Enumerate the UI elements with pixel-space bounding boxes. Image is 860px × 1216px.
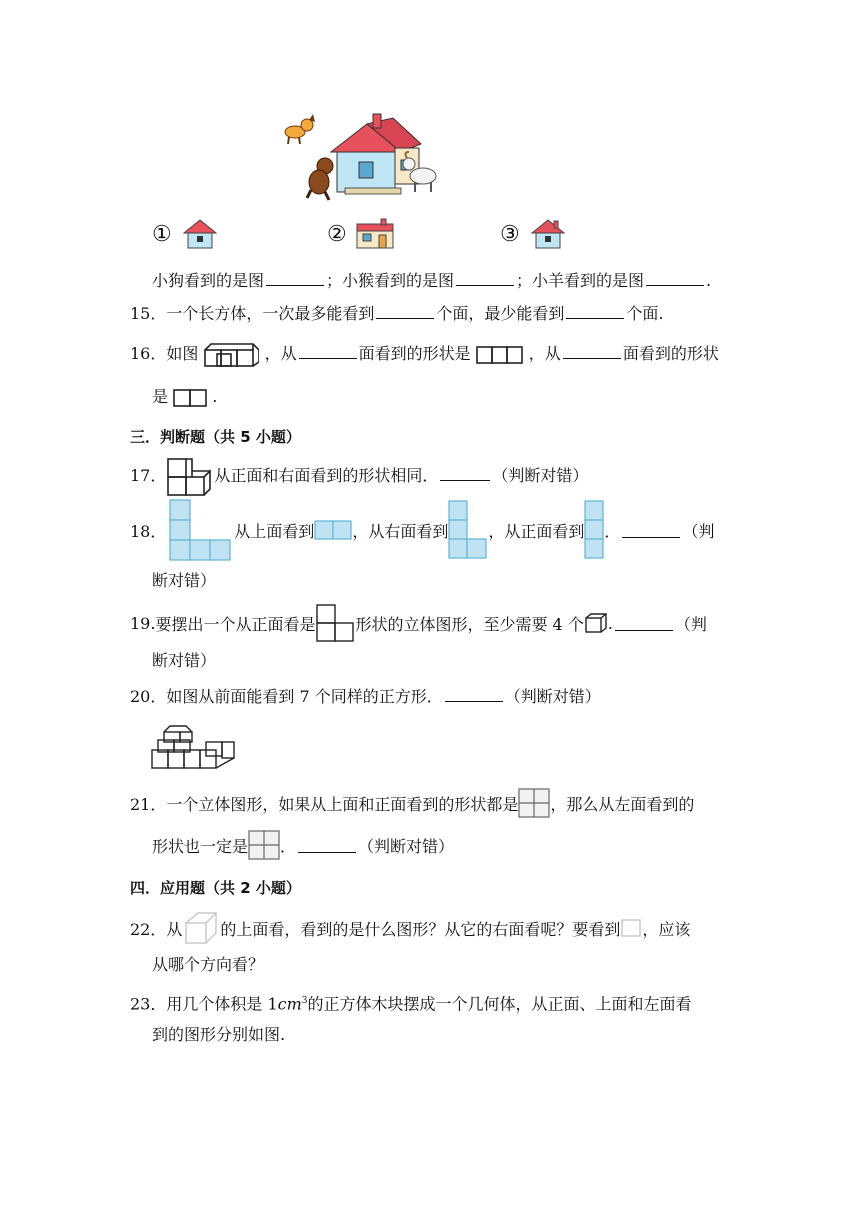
house-back-gable-icon bbox=[530, 218, 566, 250]
q17-number: 17． bbox=[130, 466, 167, 485]
option-1-label: ① bbox=[152, 221, 172, 247]
q21-grid-2x2-icon-2 bbox=[248, 830, 280, 860]
q19-text-a: 要摆出一个从正面看是 bbox=[155, 614, 316, 634]
q18-front-view-icon bbox=[584, 500, 604, 560]
q20-blank[interactable] bbox=[445, 687, 503, 702]
q14-blank-monkey[interactable] bbox=[456, 271, 514, 286]
q21-blank[interactable] bbox=[298, 838, 356, 853]
q20-text-a: 如图从前面能看到 7 个同样的正方形． bbox=[166, 687, 443, 706]
q15-blank-min[interactable] bbox=[566, 304, 624, 319]
dog-icon bbox=[285, 114, 315, 144]
q17-judge: （判断对错） bbox=[492, 466, 589, 485]
monkey-icon bbox=[307, 158, 333, 200]
q17-text-a: 从正面和右面看到的形状相同． bbox=[214, 466, 439, 485]
q15-blank-max[interactable] bbox=[376, 304, 434, 319]
q16-text-c: 面看到的形状是 bbox=[358, 344, 471, 363]
q14-end: . bbox=[706, 271, 712, 290]
q16-blank-2[interactable] bbox=[563, 344, 621, 359]
house-side-icon bbox=[355, 218, 395, 250]
q16-cube-stack-icon bbox=[203, 342, 259, 368]
q22-text-a: 从 bbox=[166, 919, 183, 939]
q18-blue-cube-figure-icon bbox=[168, 498, 232, 562]
q23-unit-sup: 3 bbox=[301, 996, 308, 1006]
q18-judge: （判 bbox=[682, 521, 715, 541]
two-squares-row-icon bbox=[173, 389, 207, 407]
q15-number: 15． bbox=[130, 304, 167, 323]
q16-text-b: ，从 bbox=[264, 344, 297, 363]
q16-blank-1[interactable] bbox=[299, 344, 357, 359]
q14-blank-goat[interactable] bbox=[646, 271, 704, 286]
option-2-label: ② bbox=[327, 221, 347, 247]
q19-blank[interactable] bbox=[615, 616, 673, 631]
house-front-gable-icon bbox=[182, 218, 218, 250]
q17-blank[interactable] bbox=[440, 466, 490, 481]
q22-cuboid-icon bbox=[182, 911, 220, 945]
q22-rectangle-icon bbox=[620, 918, 642, 938]
house-main-icon bbox=[331, 114, 421, 194]
q15-text-b: 个面，最少能看到 bbox=[436, 304, 565, 323]
q14-text-c: ；小羊看到的是图 bbox=[516, 271, 645, 290]
house-scene-illustration bbox=[275, 110, 445, 205]
q19-cube-icon bbox=[584, 612, 608, 634]
section-4-heading: 四．应用题（共 2 小题） bbox=[130, 879, 301, 897]
option-3 bbox=[500, 218, 566, 250]
q19-line bbox=[130, 602, 707, 644]
q14-text-b: ；小猴看到的是图 bbox=[326, 271, 455, 290]
q19-line-2: 断对错） bbox=[152, 651, 217, 670]
q21-text-a: 一个立体图形，如果从上面和正面看到的形状都是 bbox=[166, 794, 519, 814]
q15-line bbox=[130, 303, 664, 325]
q22-line bbox=[130, 910, 690, 946]
q15-text-c: 个面. bbox=[626, 304, 664, 323]
q22-text-c: ，应该 bbox=[642, 919, 691, 939]
q20-judge: （判断对错） bbox=[504, 687, 601, 706]
q23-text-b: 的正方体木块摆成一个几何体，从正面、上面和左面看 bbox=[307, 994, 692, 1014]
q19-text-b: 形状的立体图形，至少需要 4 个 bbox=[355, 614, 584, 634]
q21-line-2 bbox=[152, 830, 454, 860]
q16-text-a: 如图 bbox=[166, 344, 199, 363]
q23-number: 23． bbox=[130, 994, 167, 1014]
q23-line-2: 到的图形分别如图. bbox=[152, 1025, 286, 1044]
q21-text-c: 形状也一定是 bbox=[152, 836, 249, 856]
q19-number: 19. bbox=[130, 613, 156, 633]
q19-l-shape-view-icon bbox=[315, 603, 355, 643]
q14-text-a: 小狗看到的是图 bbox=[152, 271, 265, 290]
q19-text-c: . bbox=[607, 613, 613, 633]
option-1 bbox=[152, 218, 218, 250]
q22-number: 22． bbox=[130, 919, 167, 939]
q14-blank-dog[interactable] bbox=[266, 271, 324, 286]
q19-judge: （判 bbox=[674, 614, 707, 634]
q22-line-2: 从哪个方向看？ bbox=[152, 955, 265, 974]
q18-right-view-icon bbox=[448, 500, 488, 560]
q18-text-d: ． bbox=[604, 521, 621, 541]
q21-number: 21． bbox=[130, 794, 167, 814]
q18-text-c: ，从正面看到 bbox=[488, 521, 585, 541]
q18-blank[interactable] bbox=[622, 523, 680, 538]
q14-line bbox=[152, 270, 711, 292]
q15-text-a: 一个长方体，一次最多能看到 bbox=[166, 304, 375, 323]
q20-cube-stack-icon bbox=[150, 722, 238, 772]
q20-number: 20． bbox=[130, 687, 167, 706]
q18-top-view-icon bbox=[314, 520, 352, 540]
q21-judge: （判断对错） bbox=[358, 836, 455, 856]
q21-line bbox=[130, 788, 694, 818]
three-squares-row-icon bbox=[476, 346, 524, 364]
q16-text-e: 面看到的形状 bbox=[622, 344, 719, 363]
q16-text-f: 是 bbox=[152, 387, 169, 406]
q23-unit: cm bbox=[277, 994, 302, 1014]
q23-line bbox=[130, 990, 692, 1015]
q20-line bbox=[130, 686, 601, 708]
q17-cube-figure-icon bbox=[166, 457, 214, 497]
q21-text-b: ，那么从左面看到的 bbox=[550, 794, 695, 814]
q18-line-2: 断对错） bbox=[152, 571, 217, 590]
q21-grid-2x2-icon bbox=[518, 788, 550, 818]
option-3-label: ③ bbox=[500, 221, 520, 247]
q20-cube-figure bbox=[150, 722, 238, 772]
q23-text-a: 用几个体积是 1 bbox=[166, 994, 278, 1014]
q16-line-1 bbox=[130, 340, 719, 368]
q17-line bbox=[130, 455, 588, 497]
q21-text-d: ． bbox=[280, 836, 297, 856]
q18-text-b: ，从右面看到 bbox=[352, 521, 449, 541]
q16-number: 16． bbox=[130, 344, 167, 363]
q16-line-2 bbox=[152, 385, 217, 409]
q18-text-a: 从上面看到 bbox=[234, 521, 315, 541]
q22-text-b: 的上面看，看到的是什么图形？从它的右面看呢？要看到 bbox=[220, 919, 621, 939]
q16-end: . bbox=[212, 387, 218, 406]
q18-line bbox=[130, 498, 714, 562]
option-2 bbox=[327, 218, 395, 250]
q18-number: 18． bbox=[130, 521, 167, 541]
q16-text-d: ，从 bbox=[528, 344, 561, 363]
section-3-heading: 三．判断题（共 5 小题） bbox=[130, 428, 301, 446]
